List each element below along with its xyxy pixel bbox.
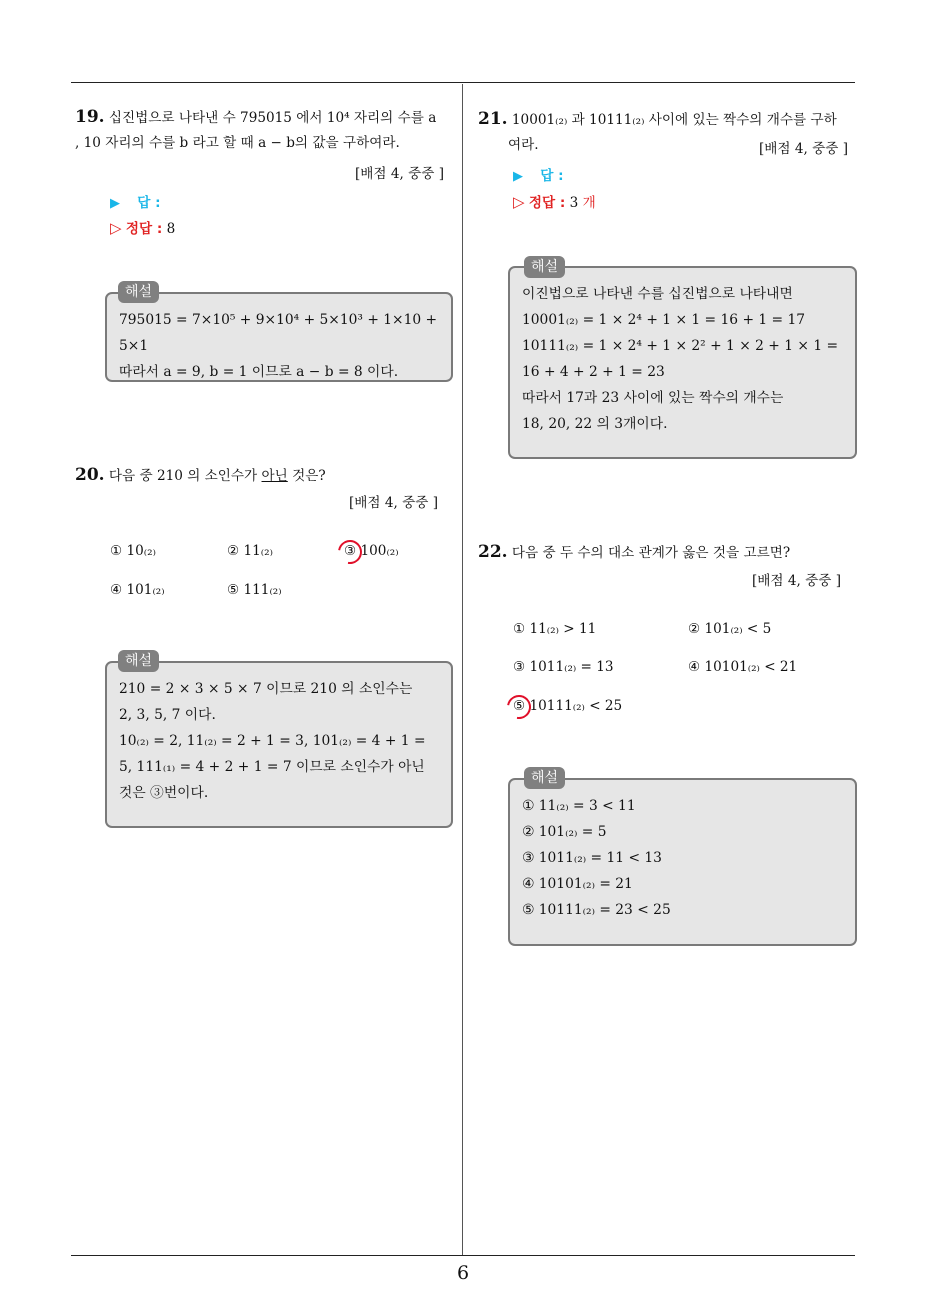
question-text: 것은?: [287, 468, 326, 484]
explanation-line: ④ 10101₍₂₎ = 21: [522, 876, 633, 892]
explanation-line: 210 = 2 × 3 × 5 × 7 이므로 210 의 소인수는: [119, 681, 413, 697]
explanation-line: 18, 20, 22 의 3개이다.: [522, 416, 668, 432]
score-meta: [배점 4, 중중 ]: [759, 141, 849, 157]
explanation-line: 따라서 17과 23 사이에 있는 짝수의 개수는: [522, 390, 784, 406]
question-22: [478, 540, 860, 566]
page-number: 6: [456, 1262, 470, 1284]
explanation-line: 2, 3, 5, 7 이다.: [119, 707, 216, 723]
explanation-line: 16 + 4 + 2 + 1 = 23: [522, 364, 665, 380]
explanation-tag: 해설: [118, 281, 159, 303]
top-rule: [71, 82, 855, 83]
explanation-line: 795015 = 7×10⁵ + 9×10⁴ + 5×10³ + 1×10 + 5×1: [119, 312, 438, 354]
correct-answer-value: 3: [569, 195, 579, 211]
answer-row[interactable]: ▶ 답 :: [513, 168, 564, 184]
explanation-line: ⑤ 10111₍₂₎ = 23 < 25: [522, 902, 671, 918]
column-divider: [462, 84, 463, 1256]
explanation-tag: 해설: [524, 256, 565, 278]
explanation-box: [105, 661, 453, 828]
option-5[interactable]: ⑤ 111₍₂₎: [227, 582, 282, 598]
question-19: [75, 105, 457, 156]
answer-circle-mark: [333, 535, 366, 568]
question-number: 21.: [478, 109, 508, 129]
question-number: 20.: [75, 465, 105, 485]
option-1[interactable]: ① 11₍₂₎ > 11: [513, 621, 597, 637]
score-meta: [배점 4, 중중 ]: [752, 573, 842, 589]
score-meta: [배점 4, 중중 ]: [349, 495, 439, 511]
bottom-rule: [71, 1255, 855, 1256]
explanation-line: 10001₍₂₎ = 1 × 2⁴ + 1 × 1 = 16 + 1 = 17: [522, 312, 806, 328]
answer-row[interactable]: ▶ 답 :: [110, 195, 161, 211]
option-2[interactable]: ② 101₍₂₎ < 5: [688, 621, 772, 637]
correct-answer-value: 8: [166, 221, 176, 237]
explanation-line: ① 11₍₂₎ = 3 < 11: [522, 798, 636, 814]
triangle-outline-icon: ▷: [513, 193, 525, 211]
explanation-line: 10₍₂₎ = 2, 11₍₂₎ = 2 + 1 = 3, 101₍₂₎ = 4 + 1 =: [119, 733, 426, 749]
option-4[interactable]: ④ 101₍₂₎: [110, 582, 165, 598]
explanation-line: ③ 1011₍₂₎ = 11 < 13: [522, 850, 662, 866]
answer-circle-mark: [502, 690, 535, 723]
option-5[interactable]: ⑤ 10111₍₂₎ < 25: [513, 698, 623, 714]
explanation-line: 것은 ③번이다.: [119, 785, 209, 801]
triangle-outline-icon: ▷: [110, 219, 122, 237]
correct-answer-unit: 개: [582, 195, 596, 211]
option-4[interactable]: ④ 10101₍₂₎ < 21: [688, 659, 798, 675]
question-text-line2: 여라.: [508, 137, 539, 153]
option-3[interactable]: ③ 100₍₂₎: [344, 543, 399, 559]
question-text: 다음 중 두 수의 대소 관계가 옳은 것을 고르면?: [511, 545, 791, 561]
question-text-line1: 십진법으로 나타낸 수 795015 에서 10⁴ 자리의 수를 a: [108, 110, 437, 126]
explanation-line: 10111₍₂₎ = 1 × 2⁴ + 1 × 2² + 1 × 2 + 1 × 1 =: [522, 338, 839, 354]
play-icon: ▶: [513, 169, 523, 184]
question-text-line1: 10001₍₂₎ 과 10111₍₂₎ 사이에 있는 짝수의 개수를 구하: [511, 112, 837, 128]
explanation-tag: 해설: [524, 767, 565, 789]
option-1[interactable]: ① 10₍₂₎: [110, 543, 156, 559]
underlined-word: 아닌: [261, 468, 288, 484]
explanation-box: [105, 292, 453, 382]
question-number: 19.: [75, 107, 105, 127]
correct-answer-row: ▷ 정답 : 8: [110, 219, 176, 237]
score-meta: [배점 4, 중중 ]: [355, 166, 445, 182]
play-icon: ▶: [110, 196, 120, 211]
question-number: 22.: [478, 542, 508, 562]
explanation-box: [508, 266, 857, 459]
option-3[interactable]: ③ 1011₍₂₎ = 13: [513, 659, 614, 675]
question-text: 다음 중 210 의 소인수가: [108, 468, 262, 484]
explanation-line: 따라서 a = 9, b = 1 이므로 a − b = 8 이다.: [119, 364, 399, 380]
explanation-line: 5, 111₍₁₎ = 4 + 2 + 1 = 7 이므로 소인수가 아닌: [119, 759, 425, 775]
explanation-line: ② 101₍₂₎ = 5: [522, 824, 607, 840]
explanation-box: [508, 778, 857, 946]
correct-answer-row: ▷ 정답 : 3 개: [513, 193, 596, 211]
question-20: [75, 463, 457, 489]
question-text-line2: , 10 자리의 수를 b 라고 할 때 a − b의 값을 구하여라.: [75, 135, 400, 151]
explanation-line: 이진법으로 나타낸 수를 십진법으로 나타내면: [522, 286, 793, 302]
option-2[interactable]: ② 11₍₂₎: [227, 543, 273, 559]
explanation-tag: 해설: [118, 650, 159, 672]
